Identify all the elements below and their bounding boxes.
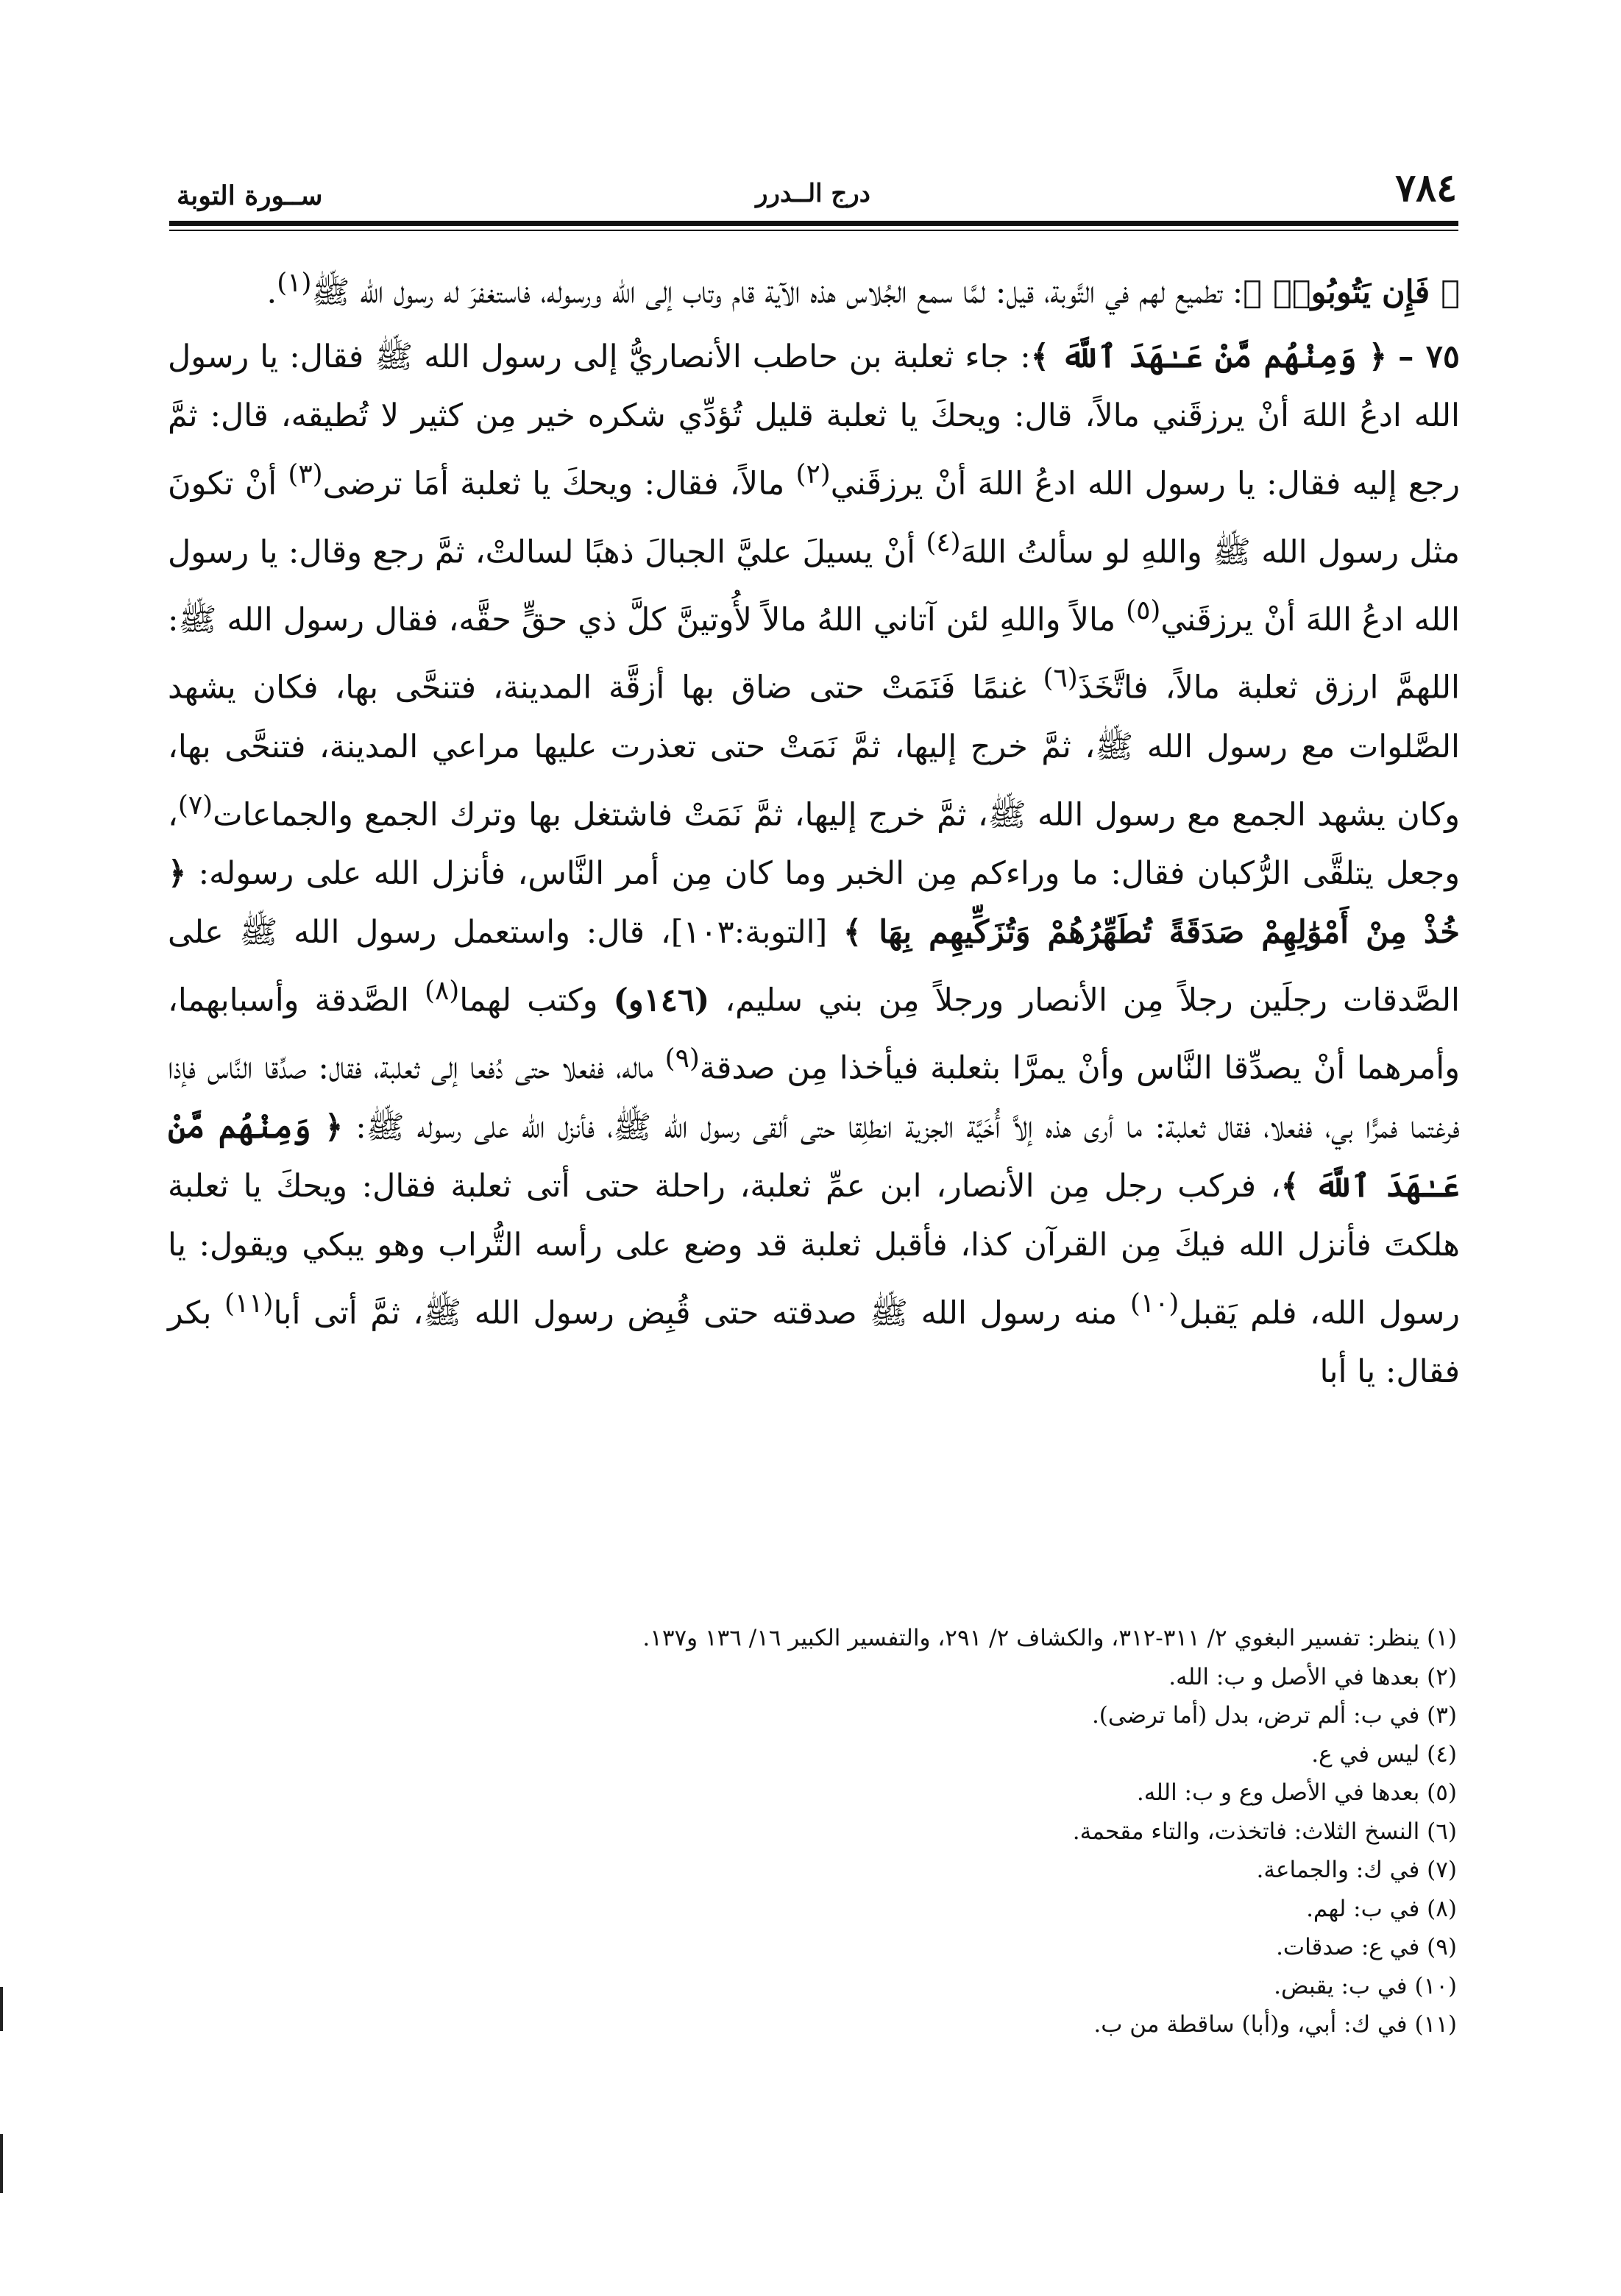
paragraph-text: : جاء ثعلبة بن حاطب الأنصاريُّ إلى رسول الله ﷺ فقال: يا رسول الله ادعُ اللهَ أنْ يرزقَني مالاً، قال: ويحكَ يا ثعلبة قليل تُؤدِّي شكره خير مِن كثير لا تُطيقه، قال: ثمَّ رجع إليه فقال: يا رسول الله ادعُ اللهَ أنْ يرزقَني [168,339,1460,503]
footnote: (٥) بعدها في الأصل وع و ب: الله. [1136,1779,1457,1806]
paragraph-2 [168,327,1460,1401]
paragraph-text: بكر فقال: يا أبا [168,1294,1460,1390]
paragraph-text: مالاً، فقال: ويحكَ يا ثعلبة أمَا ترضى [322,465,796,503]
book-title: درج الــدرر [756,179,870,208]
paragraph-text: ، وجعل يتلقَّى الرُّكبان فقال: ما وراءكم مِن الخبر وما كان مِن أمر النَّاس، فأنزل الله على رسوله: [168,796,1460,892]
footnote-ref: (٨) [424,975,460,1006]
footnote-ref: (٩) [664,1044,700,1074]
paragraph-text: ، فركب رجل مِن الأنصار، ابن عمِّ ثعلبة، راحلة حتى أتى ثعلبة فقال: ويحكَ يا ثعلبة هلكتَ فأنزل الله فيكَ مِن القرآن كذا، فأقبل ثعلبة قد وضع على رأسه التُّراب وهو يبكي ويقول: يا رسول الله، فلم يَقبل [168,1167,1461,1331]
scan-edge-mark [0,2134,3,2193]
footnote-ref: (٧) [177,790,213,821]
footnote-ref: (١) [277,268,312,298]
paragraph-text: أنْ يسيلَ عليَّ الجبالَ ذهبًا لسالتْ، ثمَّ رجع وقال: يا رسول الله ادعُ اللهَ أنْ يرزقَني [168,533,1460,639]
footnote: (٧) في ك: والجماعة. [1256,1857,1457,1883]
footnote-ref: (١٠) [1129,1288,1180,1319]
footnote: (١٠) في ب: يقبض. [1274,1972,1457,1999]
footnote-ref: (٣) [288,459,323,490]
paragraph-text: . [266,274,277,311]
footnote: (١) ينظر: تفسير البغوي ٢/ ٣١١-٣١٢، والكشاف ٢/ ٢٩١، والتفسير الكبير ١٦/ ١٣٦ و١٣٧. [642,1625,1457,1651]
header-divider-thick [169,221,1458,226]
footnote-ref: (٤) [926,527,961,558]
quran-quote: ﴿ فَإِن يَتُوبُوا۟ ﴾ [1243,274,1460,311]
footnote-ref: (١١) [224,1288,274,1319]
footnote: (٢) بعدها في الأصل و ب: الله. [1168,1663,1457,1690]
paragraph-text: غنمًا فَنَمَتْ حتى ضاق بها أزقَّة المدينة، فتنحَّى بها، فكان يشهد الصَّلوات مع رسول الله ﷺ، ثمَّ خرج إليها، ثمَّ نَمَتْ حتى تعذرت عليها مراعي المدينة، فتنحَّى بها، وكان يشهد الجمع مع رسول الله ﷺ، ثمَّ خرج إليها، ثمَّ نَمَتْ فاشتغل بها وترك الجمع والجماعات [168,669,1460,833]
footnote-ref: (٢) [795,459,831,490]
paragraph-text: الصَّدقة وأسبابهما، وأمرهما أنْ يصدِّقا النَّاس وأنْ يمرَّا بثعلبة فيأخذا مِن صدقة [168,982,1460,1087]
quran-quote: ﴿ خُذْ مِنْ أَمْوَٰلِهِمْ صَدَقَةً تُطَهِّرُهُمْ وَتُزَكِّيهِم بِهَا ﴾ [168,854,1460,951]
footnote: (٤) ليس في ع. [1311,1740,1457,1768]
main-text [168,254,1460,1407]
footnotes [412,1619,1457,2044]
header-divider-thin [169,230,1458,231]
paragraph-text: مالاً واللهِ لئن آتاني اللهُ مالاً لأُوتينَّ كلَّ ذي حقٍّ حقَّه، فقال رسول الله ﷺ: اللهمَّ ارزق ثعلبة مالاً، فاتَّخَذَ [168,601,1460,706]
paragraph-text: منه رسول الله ﷺ صدقته حتى قُبِض رسول الله ﷺ، ثمَّ أتى أبا [273,1294,1130,1331]
footnote: (٦) النسخ الثلاث: فاتخذت، والتاء مقحمة. [1072,1818,1457,1845]
paragraph-text: أنْ تكونَ مثل رسول الله ﷺ واللهِ لو سألتُ اللهَ [168,465,1460,570]
footnote: (٩) في ع: صدقات. [1276,1934,1457,1960]
paragraph-text: ماله، ففعلا حتى دُفعا إلى ثعلبة، فقال: صدِّقا النَّاس فإذا فرغتما فمرًّا بي، ففعلا، فقال ثعلبة: ما أرى هذه إلاَّ أُخَيَّة الجزية انطلِقا حتى ألقى رسول الله ﷺ، فأنزل الله على رسوله ﷺ: [168,1049,1460,1146]
footnote-ref: (٦) [1043,663,1078,694]
paragraph-text: وكتب لهما [459,982,614,1019]
verse-number: ٧٥ – [1398,339,1460,376]
quran-quote: ﴿ وَمِنْهُم مَّنْ عَـٰهَدَ ٱللَّهَ ﴾ [1030,339,1388,376]
scan-edge-mark [0,1987,3,2031]
surah-title: ســورة التوبة [177,180,323,211]
quran-quote: ﴿ وَمِنْهُم مَّنْ عَـٰهَدَ ٱللَّهَ ﴾ [168,1108,1460,1205]
footnote: (٨) في ب: لهم. [1306,1895,1457,1922]
folio-marker: (١٤٦و) [613,982,710,1019]
paragraph-1 [168,254,1460,322]
page-number: ٧٨٤ [1395,166,1457,210]
footnote: (١١) في ك: أبي، و(أبا) ساقطة من ب. [1093,2011,1457,2038]
footnote: (٣) في ب: ألم ترض، بدل (أما ترضى). [1091,1702,1457,1729]
paragraph-text: : تطميع لهم في التَّوبة، قيل: لمَّا سمع الجُلاس هذه الآية قام وتاب إلى الله ورسوله، فاستغفرَ له رسول الله ﷺ [311,274,1244,311]
footnote-ref: (٥) [1126,595,1161,626]
paragraph-text: [التوبة:١٠٣]، قال: واستعمل رسول الله ﷺ على الصَّدقات رجلَين رجلاً مِن الأنصار ورجلاً مِن بني سليم، [168,913,1460,1019]
